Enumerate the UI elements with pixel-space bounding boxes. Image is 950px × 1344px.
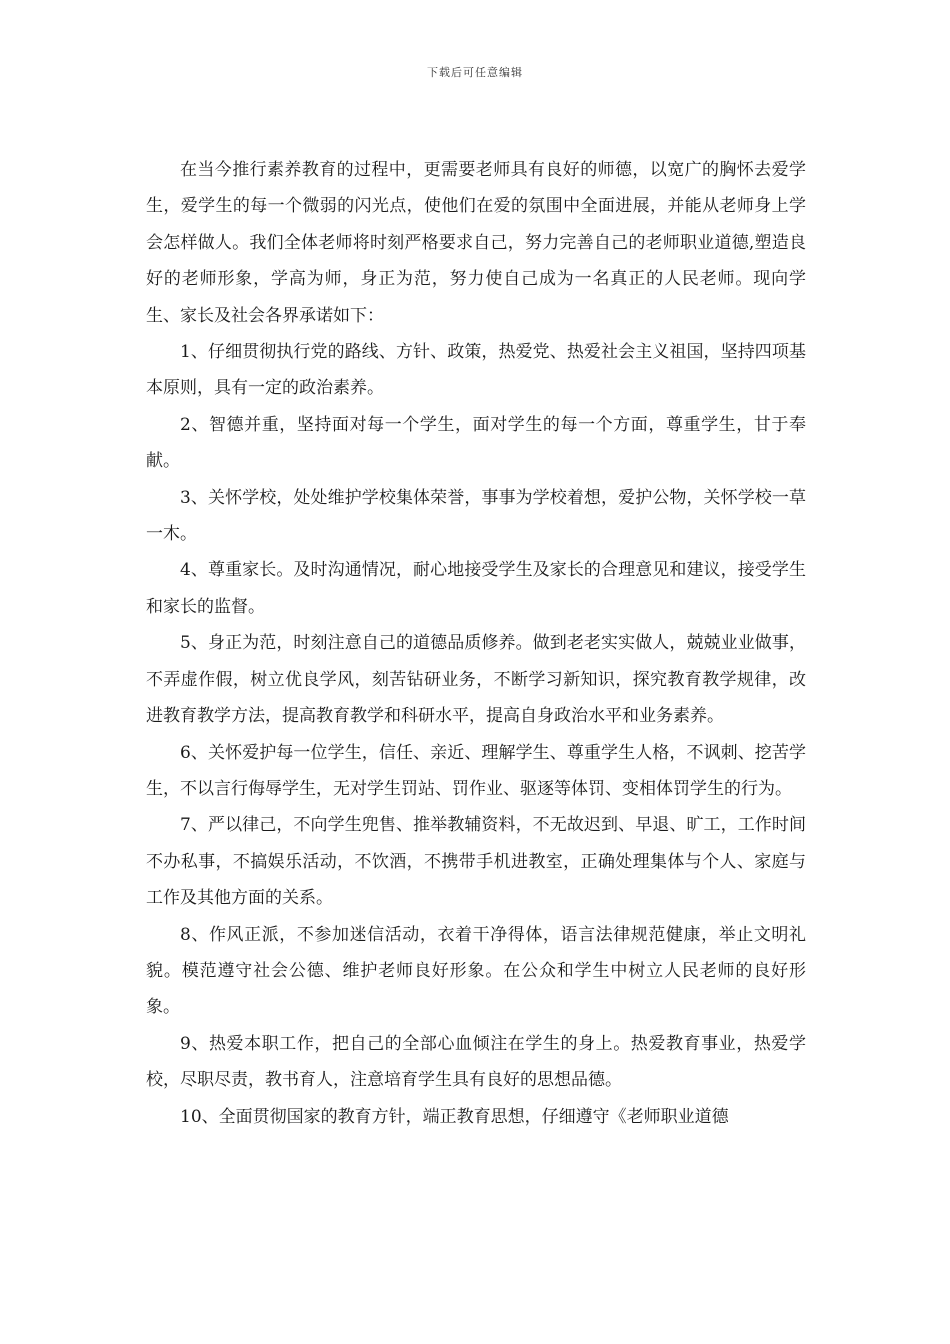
document-body: [146, 152, 806, 1135]
pledge-item-4: 4、尊重家长。及时沟通情况，耐心地接受学生及家长的合理意见和建议，接受学生和家长的监督。: [146, 560, 806, 617]
pledge-item-8: 8、作风正派，不参加迷信活动，衣着干净得体，语言法律规范健康，举止文明礼貌。模范遵守社会公德、维护老师良好形象。在公众和学生中树立人民老师的良好形象。: [146, 924, 806, 1018]
pledge-item-1: 1、仔细贯彻执行党的路线、方针、政策，热爱党、热爱社会主义祖国，坚持四项基本原则，具有一定的政治素养。: [146, 342, 806, 399]
pledge-item-10: 10、全面贯彻国家的教育方针，端正教育思想，仔细遵守《老师职业道德: [180, 1106, 729, 1127]
pledge-item-5: 5、身正为范，时刻注意自己的道德品质修养。做到老老实实做人，兢兢业业做事，不弄虚作假，树立优良学风，刻苦钻研业务，不断学习新知识，探究教育教学规律，改进教育教学方法，提高教育教学和科研水平，提高自身政治水平和业务素养。: [146, 633, 806, 727]
page-header: 下载后可任意编辑: [427, 66, 523, 79]
pledge-item-2: 2、智德并重，坚持面对每一个学生，面对学生的每一个方面，尊重学生，甘于奉献。: [146, 414, 806, 472]
pledge-item-6: 6、关怀爱护每一位学生，信任、亲近、理解学生、尊重学生人格，不讽刺、挖苦学生，不以言行侮辱学生，无对学生罚站、罚作业、驱逐等体罚、变相体罚学生的行为。: [146, 742, 806, 799]
pledge-item-3: 3、关怀学校，处处维护学校集体荣誉，事事为学校着想，爱护公物，关怀学校一草一木。: [146, 487, 806, 545]
pledge-item-7: 7、严以律己，不向学生兜售、推举教辅资料，不无故迟到、早退、旷工，工作时间不办私事，不搞娱乐活动，不饮酒，不携带手机进教室，正确处理集体与个人、家庭与工作及其他方面的关系。: [146, 815, 806, 909]
intro-paragraph: 在当今推行素养教育的过程中，更需要老师具有良好的师德，以宽广的胸怀去爱学生，爱学生的每一个微弱的闪光点，使他们在爱的氛围中全面进展，并能从老师身上学会怎样做人。我们全体老师将时刻严格要求自己，努力完善自己的老师职业道德,塑造良好的老师形象，学高为师，身正为范，努力使自己成为一名真正的人民老师。现向学生、家长及社会各界承诺如下：: [146, 160, 806, 326]
pledge-item-9: 9、热爱本职工作，把自己的全部心血倾注在学生的身上。热爱教育事业，热爱学校，尽职尽责，教书育人，注意培育学生具有良好的思想品德。: [146, 1033, 806, 1091]
